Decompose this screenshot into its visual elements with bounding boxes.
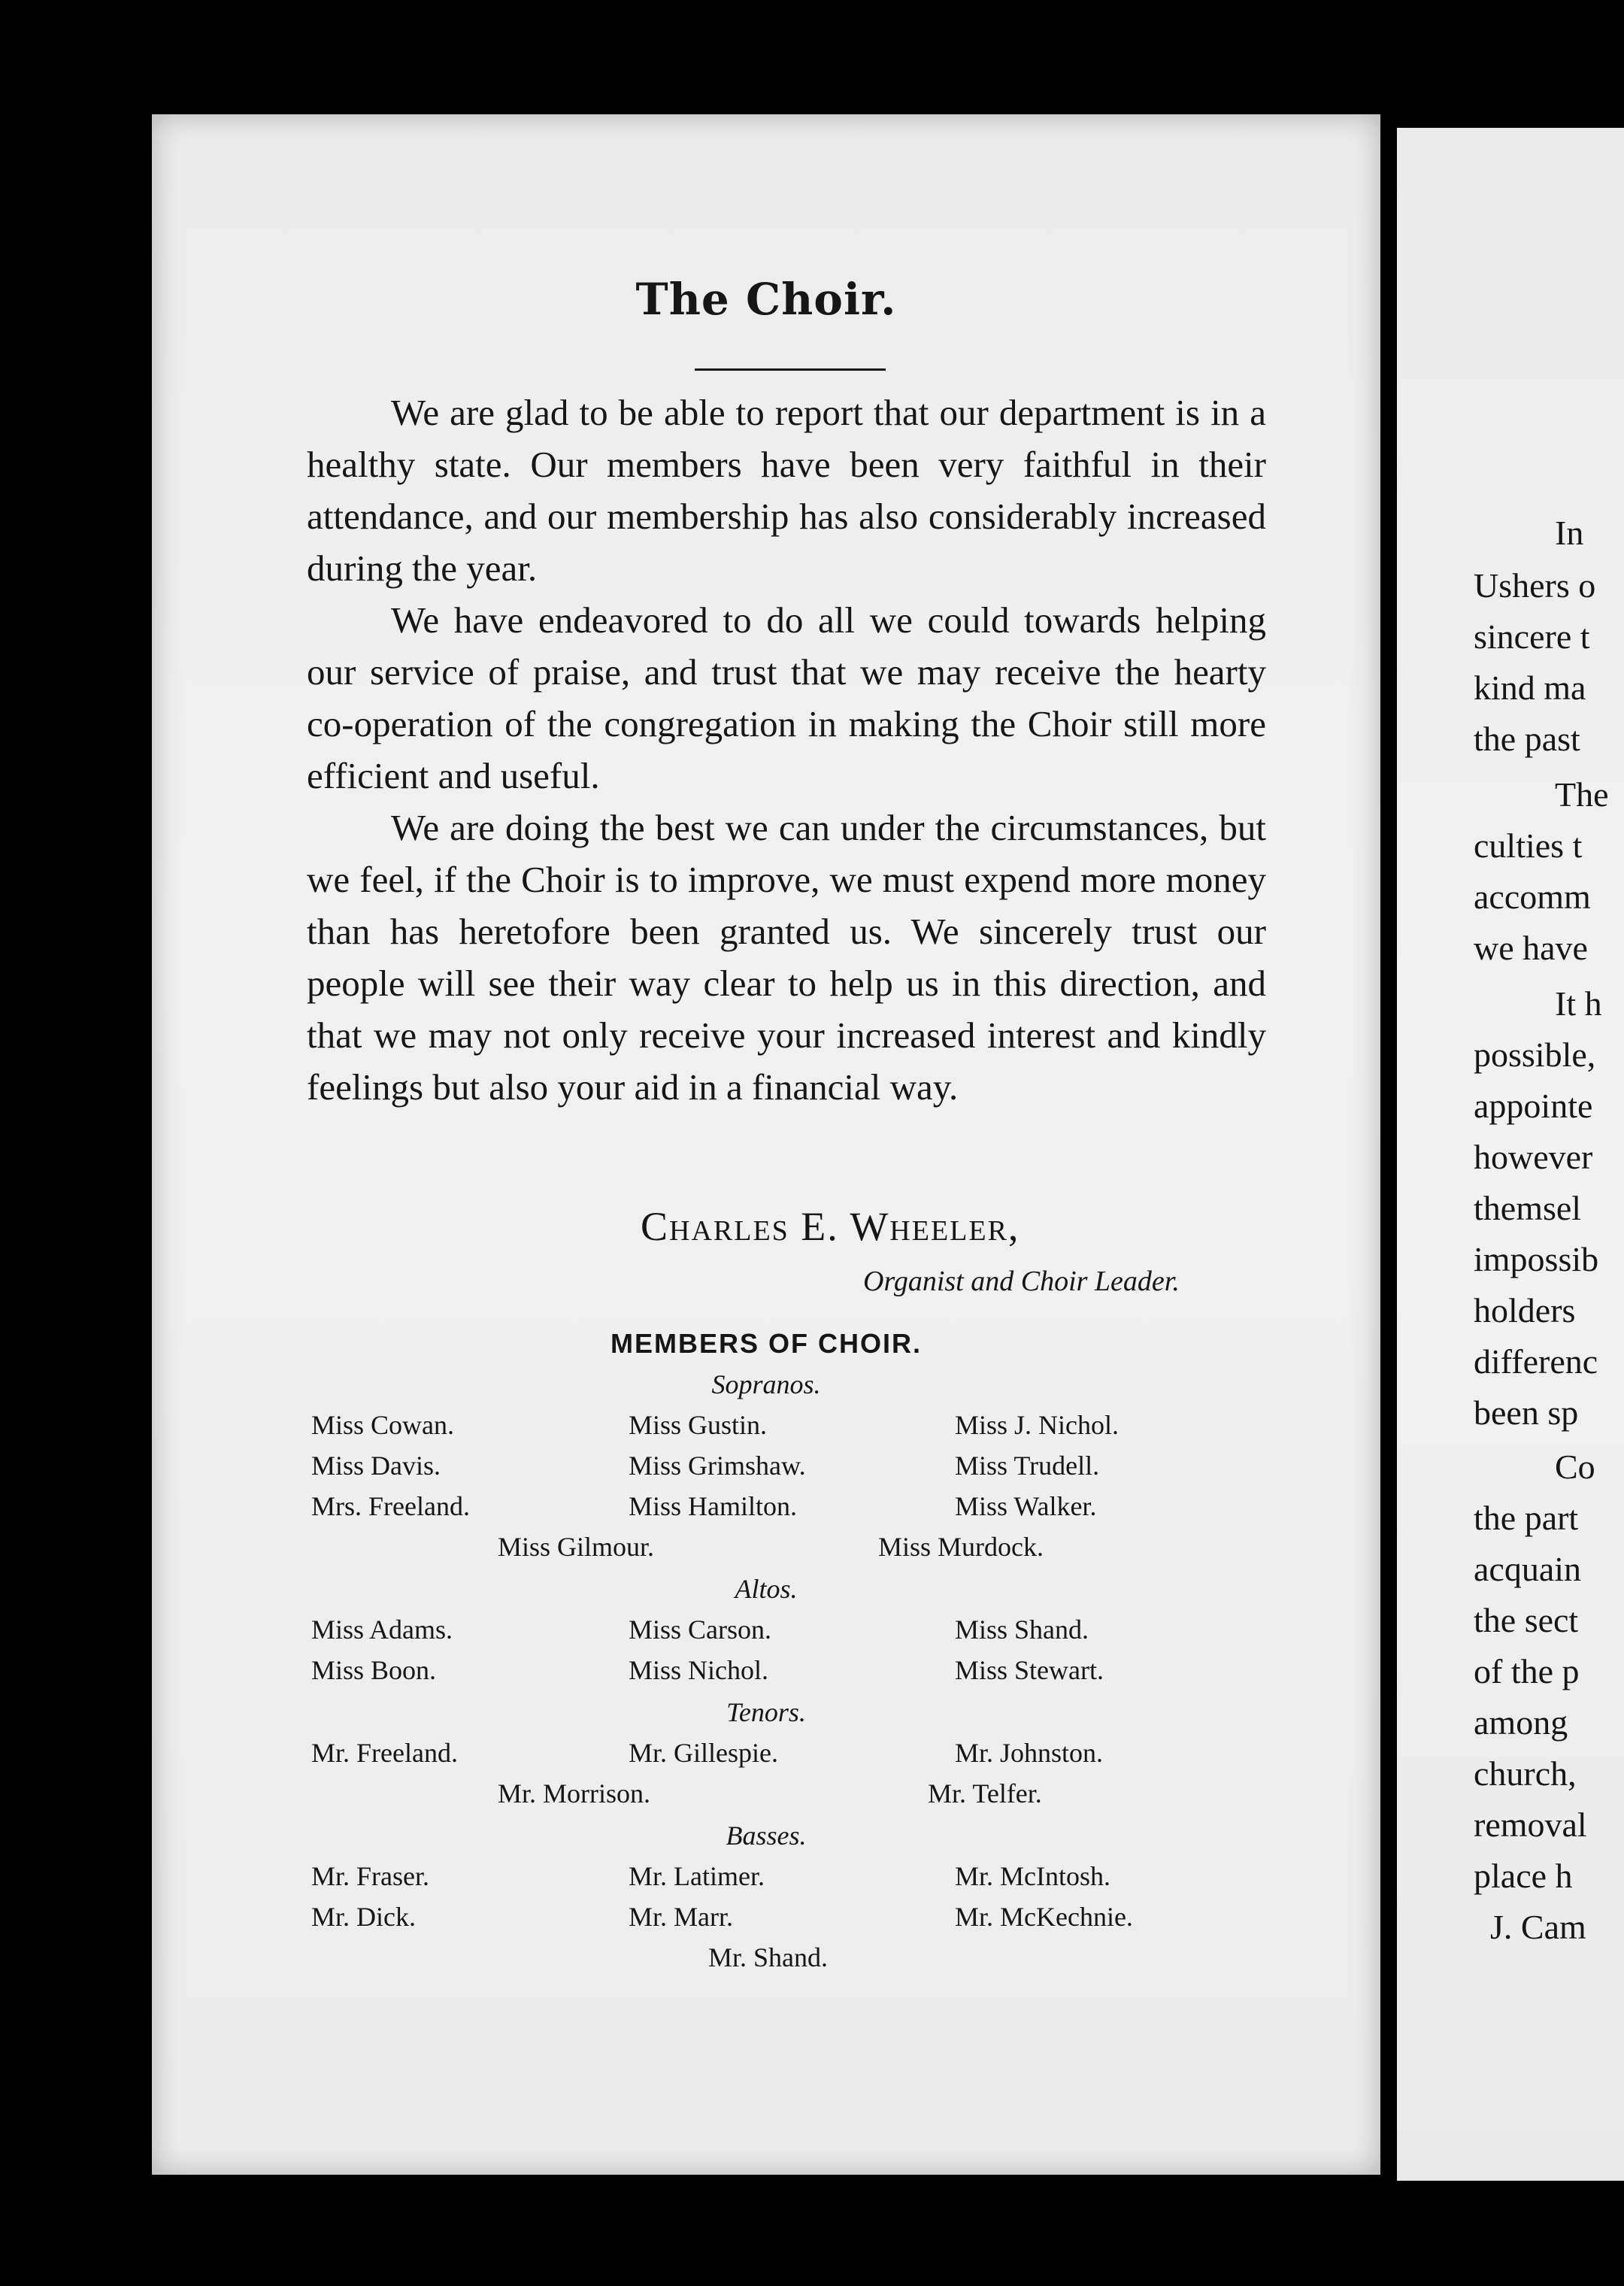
facing-line: the sect [1474,1601,1579,1639]
facing-line: Co [1555,1448,1595,1486]
facing-line: sincere t [1474,617,1590,656]
member-name: Miss Adams. [311,1614,453,1645]
facing-line: however [1474,1138,1593,1176]
member-name: Mr. Fraser. [311,1861,429,1891]
section-tenors: Tenors. [726,1697,806,1727]
left-page [152,114,1380,2175]
member-name: Miss Davis. [311,1451,441,1481]
facing-line: holders [1474,1291,1576,1329]
facing-line: It h [1555,984,1602,1023]
section-basses: Basses. [726,1821,807,1851]
member-name: Miss Trudell. [955,1451,1100,1481]
report-text [307,387,1266,1113]
facing-line: The [1555,775,1609,814]
member-name: Miss Shand. [955,1614,1089,1645]
member-name: Mr. Morrison. [498,1778,651,1808]
section-altos: Altos. [735,1574,798,1604]
section-sopranos: Sopranos. [711,1369,821,1399]
facing-line: accomm [1474,878,1591,916]
facing-line: themsel [1474,1189,1582,1227]
facing-line: we have [1474,929,1588,967]
facing-line: of the p [1474,1652,1580,1690]
member-name: Mr. Latimer. [629,1861,765,1891]
facing-line: been sp [1474,1393,1579,1432]
member-name: Miss Cowan. [311,1410,455,1440]
member-name: Mr. Dick. [311,1902,416,1932]
member-name: Miss Boon. [311,1655,437,1685]
member-name: Miss Gustin. [629,1410,768,1440]
facing-line: kind ma [1474,669,1586,707]
facing-line: J. Cam [1490,1908,1586,1946]
facing-line: church, [1474,1754,1577,1793]
member-name: Mr. Marr. [629,1902,733,1932]
member-name: Miss Stewart. [955,1655,1104,1685]
facing-line: the past [1474,720,1580,758]
facing-line: place h [1474,1857,1573,1895]
member-name: Mr. Johnston. [955,1738,1104,1768]
member-name: Miss Carson. [629,1614,772,1645]
paragraph-3: We are doing the best we can under the circumstances, but we feel, if the Choir is to improve, we must expend more money than has heretofore been granted us. We sincerely trust our people will see their way clear to help us in this direction, and that we may not only receive your increased interest and kindly feelings but also your aid in a financial way. [307,807,1266,1108]
member-name: Miss Grimshaw. [629,1451,806,1481]
member-name: Mr. McIntosh. [955,1861,1110,1891]
member-name: Miss J. Nichol. [955,1410,1120,1440]
facing-line: differenc [1474,1342,1598,1381]
facing-line: possible, [1474,1035,1596,1074]
facing-page [1397,128,1624,2181]
facing-line: acquain [1474,1550,1582,1588]
member-name: Miss Gilmour. [498,1532,655,1562]
paragraph-1: We are glad to be able to report that our department is in a healthy state. Our members have been very faithful in their attendance, and our membership has also considerably increased during the year. [307,392,1266,589]
paragraph-2: We have endeavored to do all we could towards helping our service of praise, and trust that we may receive the hearty co-operation of the congregation in making the Choir still more efficient and useful. [307,599,1266,796]
signature-name: Charles E. Wheeler, [641,1204,1020,1249]
member-name: Mr. Freeland. [311,1738,458,1768]
member-name: Miss Hamilton. [629,1491,798,1521]
member-name: Miss Murdock. [878,1532,1044,1562]
facing-line: In [1555,514,1584,552]
page-gutter [1380,114,1397,2182]
facing-line: removal [1474,1805,1587,1844]
members-heading: MEMBERS OF CHOIR. [610,1328,922,1359]
facing-line: culties t [1474,826,1583,865]
member-name: Miss Walker. [955,1491,1097,1521]
facing-line: among [1474,1703,1568,1742]
member-name: Mr. Telfer. [928,1778,1042,1808]
member-name: Mr. Gillespie. [629,1738,778,1768]
facing-line: Ushers o [1474,566,1596,605]
member-name: Mr. Shand. [708,1942,829,1972]
member-name: Mrs. Freeland. [311,1491,470,1521]
member-name: Mr. McKechnie. [955,1902,1133,1932]
facing-line: appointe [1474,1087,1593,1125]
signature-title: Organist and Choir Leader. [863,1266,1180,1297]
page-title: The Choir. [635,274,897,325]
facing-line: the part [1474,1499,1579,1537]
member-name: Miss Nichol. [629,1655,769,1685]
title-rule [695,368,886,371]
facing-line: impossib [1474,1240,1599,1278]
